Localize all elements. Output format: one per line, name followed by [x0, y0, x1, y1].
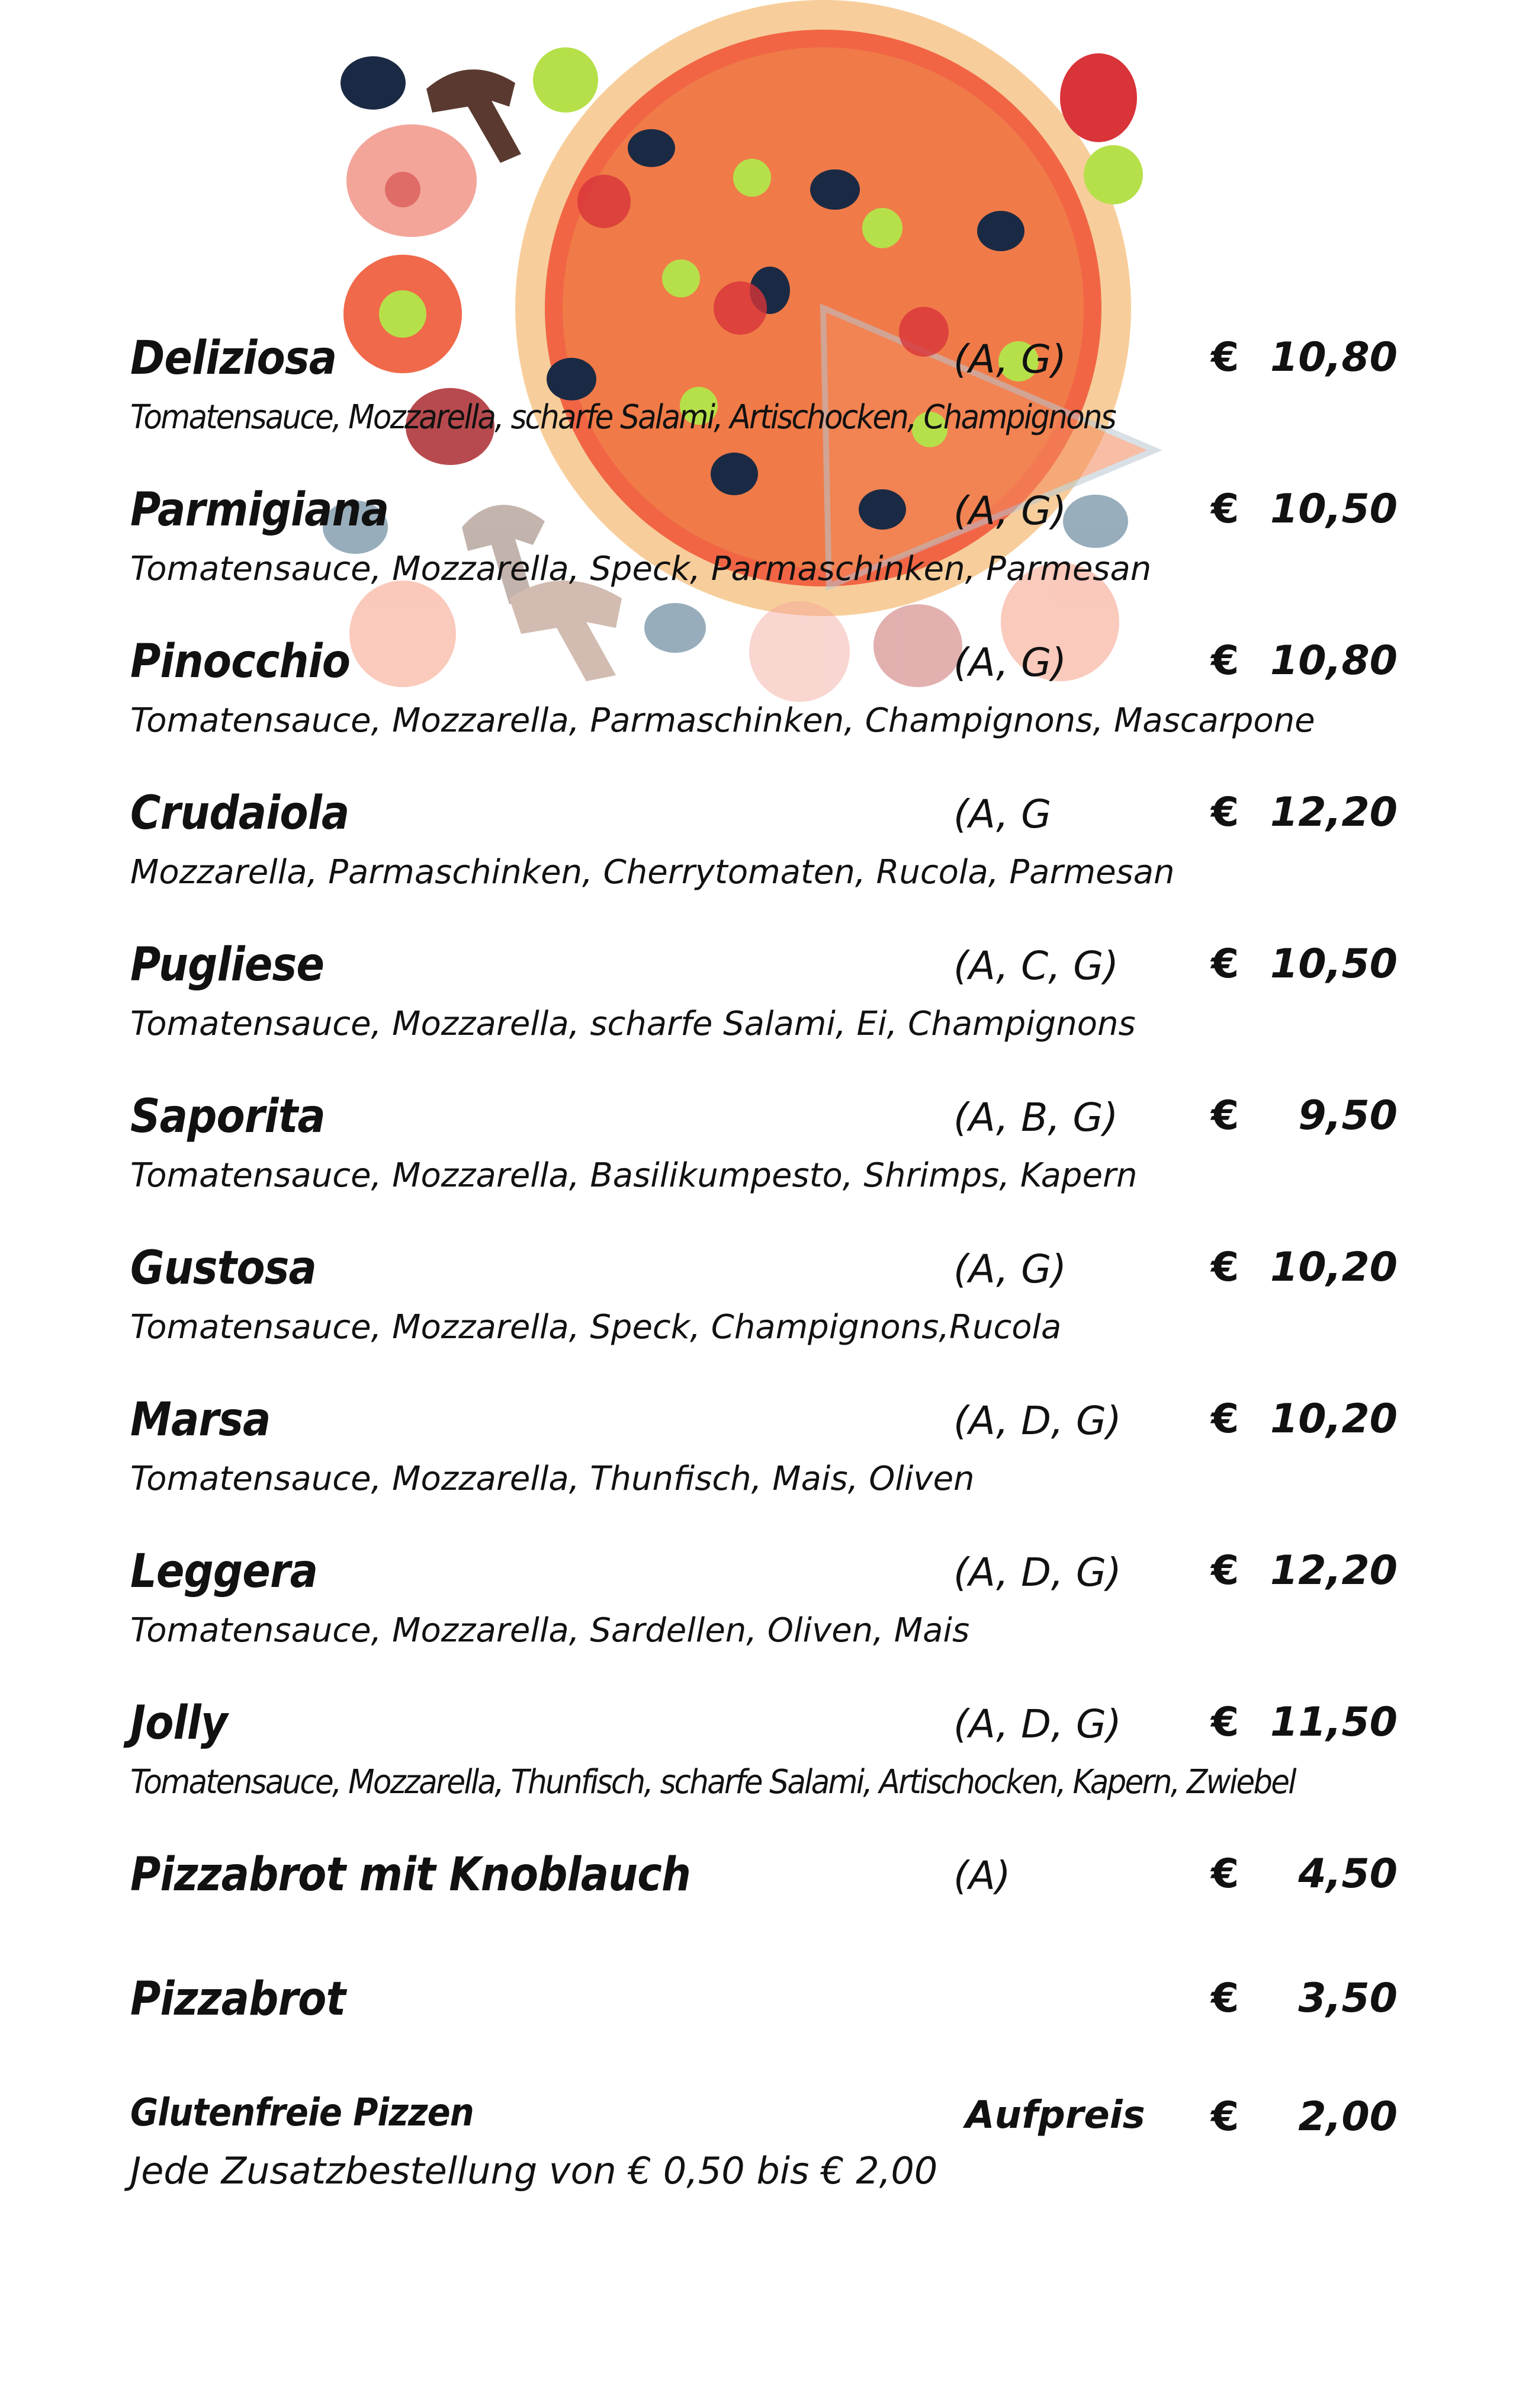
item-ingredients: Tomatensauce, Mozzarella, Speck, Parmaschinken, Parmesan	[130, 550, 1152, 588]
currency-symbol: €	[1211, 1699, 1239, 1746]
pepper-icon	[1084, 145, 1143, 204]
item-ingredients: Tomatensauce, Mozzarella, scharfe Salami, Ei, Champignons	[130, 1005, 1136, 1043]
currency-symbol: €	[1211, 486, 1239, 533]
currency-symbol: €	[1211, 637, 1239, 684]
item-ingredients: Tomatensauce, Mozzarella, Basilikumpesto, Shrimps, Kapern	[130, 1156, 1138, 1195]
item-price: 10,20	[1270, 1396, 1398, 1442]
item-ingredients: Tomatensauce, Mozzarella, Parmaschinken, Champignons, Mascarpone	[130, 701, 1315, 740]
item-price: 10,20	[1270, 1244, 1398, 1291]
item-allergens: (A, D, G)	[953, 1398, 1122, 1444]
item-name: Pizzabrot	[130, 1973, 346, 2026]
menu-item-pizzabrot-knoblauch	[130, 1848, 1398, 1973]
menu-item-pizzabrot	[130, 1973, 1398, 2097]
item-name: Pugliese	[130, 938, 325, 992]
item-ingredients: Tomatensauce, Mozzarella, Thunfisch, Mais, Oliven	[130, 1460, 975, 1498]
item-allergens: (A, C, G)	[953, 943, 1119, 989]
currency-symbol: €	[1211, 1396, 1239, 1442]
item-ingredients: Tomatensauce, Mozzarella, Thunfisch, scharfe Salami, Artischocken, Kapern, Zwiebel	[130, 1763, 1295, 1801]
currency-symbol: €	[1211, 1547, 1239, 1594]
item-allergens: (A, G)	[953, 336, 1067, 382]
surcharge-price: 2,00	[1298, 2093, 1398, 2140]
item-name: Saporita	[130, 1090, 325, 1143]
surcharge-label: Aufpreis	[965, 2093, 1145, 2137]
pizza-menu	[130, 332, 1398, 2210]
menu-item-crudaiola	[130, 787, 1398, 938]
currency-symbol: €	[1211, 1092, 1239, 1139]
item-allergens: (A, G)	[953, 1246, 1067, 1292]
item-ingredients: Tomatensauce, Mozzarella, scharfe Salami, Artischocken, Champignons	[130, 398, 1115, 437]
item-allergens: (A, G	[953, 791, 1052, 837]
item-ingredients: Tomatensauce, Mozzarella, Sardellen, Oliven, Mais	[130, 1611, 970, 1650]
extra-order-note: Jede Zusatzbestellung von € 0,50 bis € 2,00	[130, 2149, 938, 2192]
salami-icon	[1060, 53, 1137, 142]
item-allergens: (A)	[953, 1853, 1011, 1899]
item-price: 10,50	[1270, 486, 1398, 533]
item-price: 10,80	[1270, 637, 1398, 684]
menu-item-deliziosa	[130, 332, 1398, 483]
item-allergens: (A, G)	[953, 488, 1067, 534]
item-ingredients: Mozzarella, Parmaschinken, Cherrytomaten, Rucola, Parmesan	[130, 853, 1175, 892]
item-name: Parmigiana	[130, 483, 389, 537]
menu-item-gustosa	[130, 1242, 1398, 1393]
item-allergens: (A, G)	[953, 640, 1067, 685]
item-allergens: (A, D, G)	[953, 1701, 1122, 1747]
menu-item-parmigiana	[130, 483, 1398, 635]
item-name: Marsa	[130, 1393, 271, 1447]
item-price: 11,50	[1270, 1699, 1398, 1746]
item-price: 4,50	[1298, 1851, 1398, 1897]
item-allergens: (A, D, G)	[953, 1550, 1122, 1595]
pepper-icon	[533, 47, 598, 113]
item-name: Gustosa	[130, 1242, 317, 1295]
item-name: Jolly	[130, 1697, 227, 1750]
item-name: Crudaiola	[130, 787, 349, 840]
menu-item-saporita	[130, 1090, 1398, 1242]
currency-symbol: €	[1211, 2093, 1239, 2140]
menu-item-pugliese	[130, 938, 1398, 1090]
currency-symbol: €	[1211, 789, 1239, 836]
item-name: Pinocchio	[130, 635, 351, 688]
currency-symbol: €	[1211, 334, 1239, 381]
menu-item-pinocchio	[130, 635, 1398, 787]
gluten-free-section	[130, 2091, 1398, 2210]
item-name: Deliziosa	[130, 332, 337, 385]
currency-symbol: €	[1211, 1244, 1239, 1291]
item-ingredients: Tomatensauce, Mozzarella, Speck, Champignons,Rucola	[130, 1308, 1062, 1346]
item-name: Pizzabrot mit Knoblauch	[130, 1848, 691, 1902]
item-price: 12,20	[1270, 789, 1398, 836]
item-price: 10,80	[1270, 334, 1398, 381]
gluten-free-label: Glutenfreie Pizzen	[130, 2091, 474, 2135]
item-allergens: (A, B, G)	[953, 1095, 1119, 1140]
currency-symbol: €	[1211, 941, 1239, 987]
menu-item-leggera	[130, 1545, 1398, 1697]
item-price: 3,50	[1298, 1975, 1398, 2022]
currency-symbol: €	[1211, 1851, 1239, 1897]
item-price: 12,20	[1270, 1547, 1398, 1594]
olive-icon	[341, 56, 406, 110]
item-price: 9,50	[1298, 1092, 1398, 1139]
menu-item-marsa	[130, 1393, 1398, 1545]
item-price: 10,50	[1270, 941, 1398, 987]
menu-item-jolly	[130, 1697, 1398, 1848]
item-name: Leggera	[130, 1545, 318, 1598]
currency-symbol: €	[1211, 1975, 1239, 2022]
